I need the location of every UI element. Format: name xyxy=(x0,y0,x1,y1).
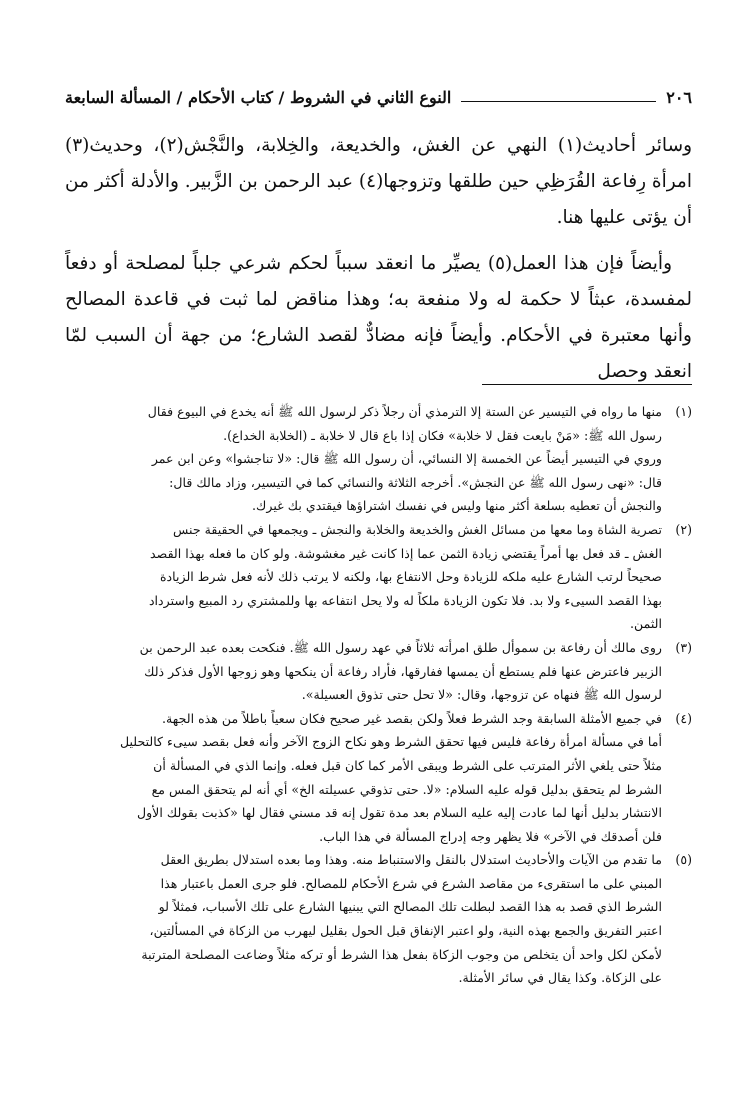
footnote-line: وروي في التيسير أيضاً عن الخمسة إلا النسائي، أن رسول الله ﷺ قال: «لا تناجشوا» وعن ابن عمر xyxy=(151,451,662,467)
footnote-line: تصرية الشاة وما معها من مسائل الغش والخديعة والخلابة والنجش ـ ويجمعها في الحقيقة جنس xyxy=(172,521,662,537)
footnote-line: في جميع الأمثلة السابقة وجد الشرط فعلاً ولكن بقصد غير صحيح فكان سعياً باطلاً من هذه الجهة. xyxy=(162,710,662,726)
running-title: النوع الثاني في الشروط / كتاب الأحكام / المسألة السابعة xyxy=(65,88,452,107)
footnote-2 xyxy=(65,518,692,636)
footnote-5 xyxy=(65,848,692,990)
main-text xyxy=(65,128,692,390)
footnote-line: الشرط الذي قصد به هذا القصد لبطلت تلك المصالح التي يبنيها الشارع على تلك الأسباب، فمثلاً لو xyxy=(158,899,662,915)
footnote-line: اعتبر التفريق والجمع بهذه النية، ولو اعتبر الإنفاق قبل الحول بقليل ليهرب من الزكاة في المسألتين، xyxy=(149,923,662,939)
footnote-number: (٥) xyxy=(675,852,692,868)
footnote-4 xyxy=(65,707,692,849)
footnote-line: لرسول الله ﷺ فنهاه عن تزوجها، وقال: «لا تحل حتى تذوق العسيلة». xyxy=(301,687,662,703)
footnote-line: الانتشار بدليل أنها لما عادت إليه عليه السلام بعد مدة تقول إنه قد مسني فقال لها «كذبت بقولك الأول xyxy=(136,805,662,821)
footnote-line: الثمن. xyxy=(629,616,662,632)
footnote-line: بهذا القصد السيىء ولا بد. فلا تكون الزيادة ملكاً له ولا يحل انتفاعه بها وللمشتري رد المبيع واسترداد xyxy=(148,592,662,608)
footnote-line: منها ما رواه في التيسير عن الستة إلا الترمذي أن رجلاً ذكر لرسول الله ﷺ أنه يخدع في البيوع فقال xyxy=(147,404,662,419)
footnote-line: الشرط لم يتحقق بدليل قوله عليه السلام: «لا. حتى تذوقي عسيلته الخ» أي أنه لم يتحقق المس مع xyxy=(151,781,662,797)
header-rule xyxy=(461,101,656,102)
footnote-number: (٤) xyxy=(675,710,692,726)
footnote-separator xyxy=(482,384,692,385)
footnote-number: (١) xyxy=(675,404,692,419)
page-number: ٢٠٦ xyxy=(666,88,692,107)
footnote-1 xyxy=(65,400,692,518)
footnote-line: ما تقدم من الآيات والأحاديث استدلال بالنقل والاستنباط منه. وهذا وما بعده استدلال بطريق العقل xyxy=(160,852,662,868)
footnote-3 xyxy=(65,636,692,707)
footnote-line: صحيحاً لرتب الشارع عليه ملكه للزيادة وحل الانتفاع بها، ولكنه لا يرتب ذلك لأنه فعل شرط الزيادة xyxy=(159,569,662,585)
footnote-line: على الزكاة. وكذا يقال في سائر الأمثلة. xyxy=(458,970,662,986)
footnote-number: (٣) xyxy=(675,639,692,655)
footnote-line: مثلاً حتى يلغي الأثر المترتب على الشرط ويبقى الأمر كما كان قبل فعله. وإنما الذي في المسألة أن xyxy=(153,757,662,773)
footnote-line: فلن أصدقك في الآخر» فلا يظهر وجه إدراج المسألة في هذا الباب. xyxy=(319,828,662,844)
footnote-line: أما في مسألة امرأة رفاعة فليس فيها تحقق الشرط وهو نكاح الزوج الآخر وأنه فعل بقصد سيىء كالتحليل xyxy=(119,734,662,750)
footnote-line: روى مالك أن رفاعة بن سموأل طلق امرأته ثلاثاً في عهد رسول الله ﷺ. فنكحت بعده عبد الرحمن بن xyxy=(139,639,662,655)
footnote-number: (٢) xyxy=(675,521,692,537)
footnote-line: قال: «نهى رسول الله ﷺ عن النجش». أخرجه الثلاثة والنسائي كما في التيسير، وزاد مالك قال: xyxy=(169,474,662,490)
footnote-line: رسول الله ﷺ: «مَنْ بايعت فقل لا خلابة» فكان إذا باع قال لا خلابة ـ (الخلابة الخداع). xyxy=(223,427,662,443)
footnotes xyxy=(65,400,692,990)
paragraph: وأيضاً فإن هذا العمل(٥) يصيِّر ما انعقد سبباً لحكم شرعي جلباً لمصلحة أو دفعاً لمفسدة، عبثاً لا حكمة له ولا منفعة به؛ وهذا مناقض لما ثبت في قاعدة المصالح وأنها معتبرة في الأحكام. وأيضاً فإنه مضادٌّ لقصد الشارع؛ من جهة أن السبب لمّا انعقد وحصل xyxy=(65,253,692,382)
footnote-line: الغش ـ قد فعل بها أمراً يقتضي زيادة الثمن عما إذا كانت غير مغشوشة. ولو كان ما فعله بهذا القصد xyxy=(150,545,662,561)
footnote-line: لأمكن لكل واحد أن يتخلص من وجوب الزكاة بفعل هذا الشرط أو تركه مثلاً وضاعت المصلحة المترتبة xyxy=(141,946,662,962)
footnote-line: المبني على ما استقرىء من مقاصد الشرع في شرع الأحكام للمصالح. فلو جرى العمل باعتبار هذا xyxy=(160,875,662,891)
paragraph: وسائر أحاديث(١) النهي عن الغش، والخديعة، والخِلابة، والنَّجْش(٢)، وحديث(٣) امرأة رِفاعة القُرَظِي حين طلقها وتزوجها(٤) عبد الرحمن بن الزَّبير. والأدلة أكثر من أن يؤتى عليها هنا. xyxy=(65,135,693,228)
footnote-line: والنجش أن تعطيه بسلعة أكثر منها وليس في نفسك اشتراؤها فيقتدي بك غيرك. xyxy=(252,498,662,514)
footnote-line: الزبير فاعترض عنها فلم يستطع أن يمسها ففارقها، فأراد رفاعة أن ينكحها وهو زوجها الأول فذكر ذلك xyxy=(144,663,662,679)
page-header xyxy=(65,88,692,107)
